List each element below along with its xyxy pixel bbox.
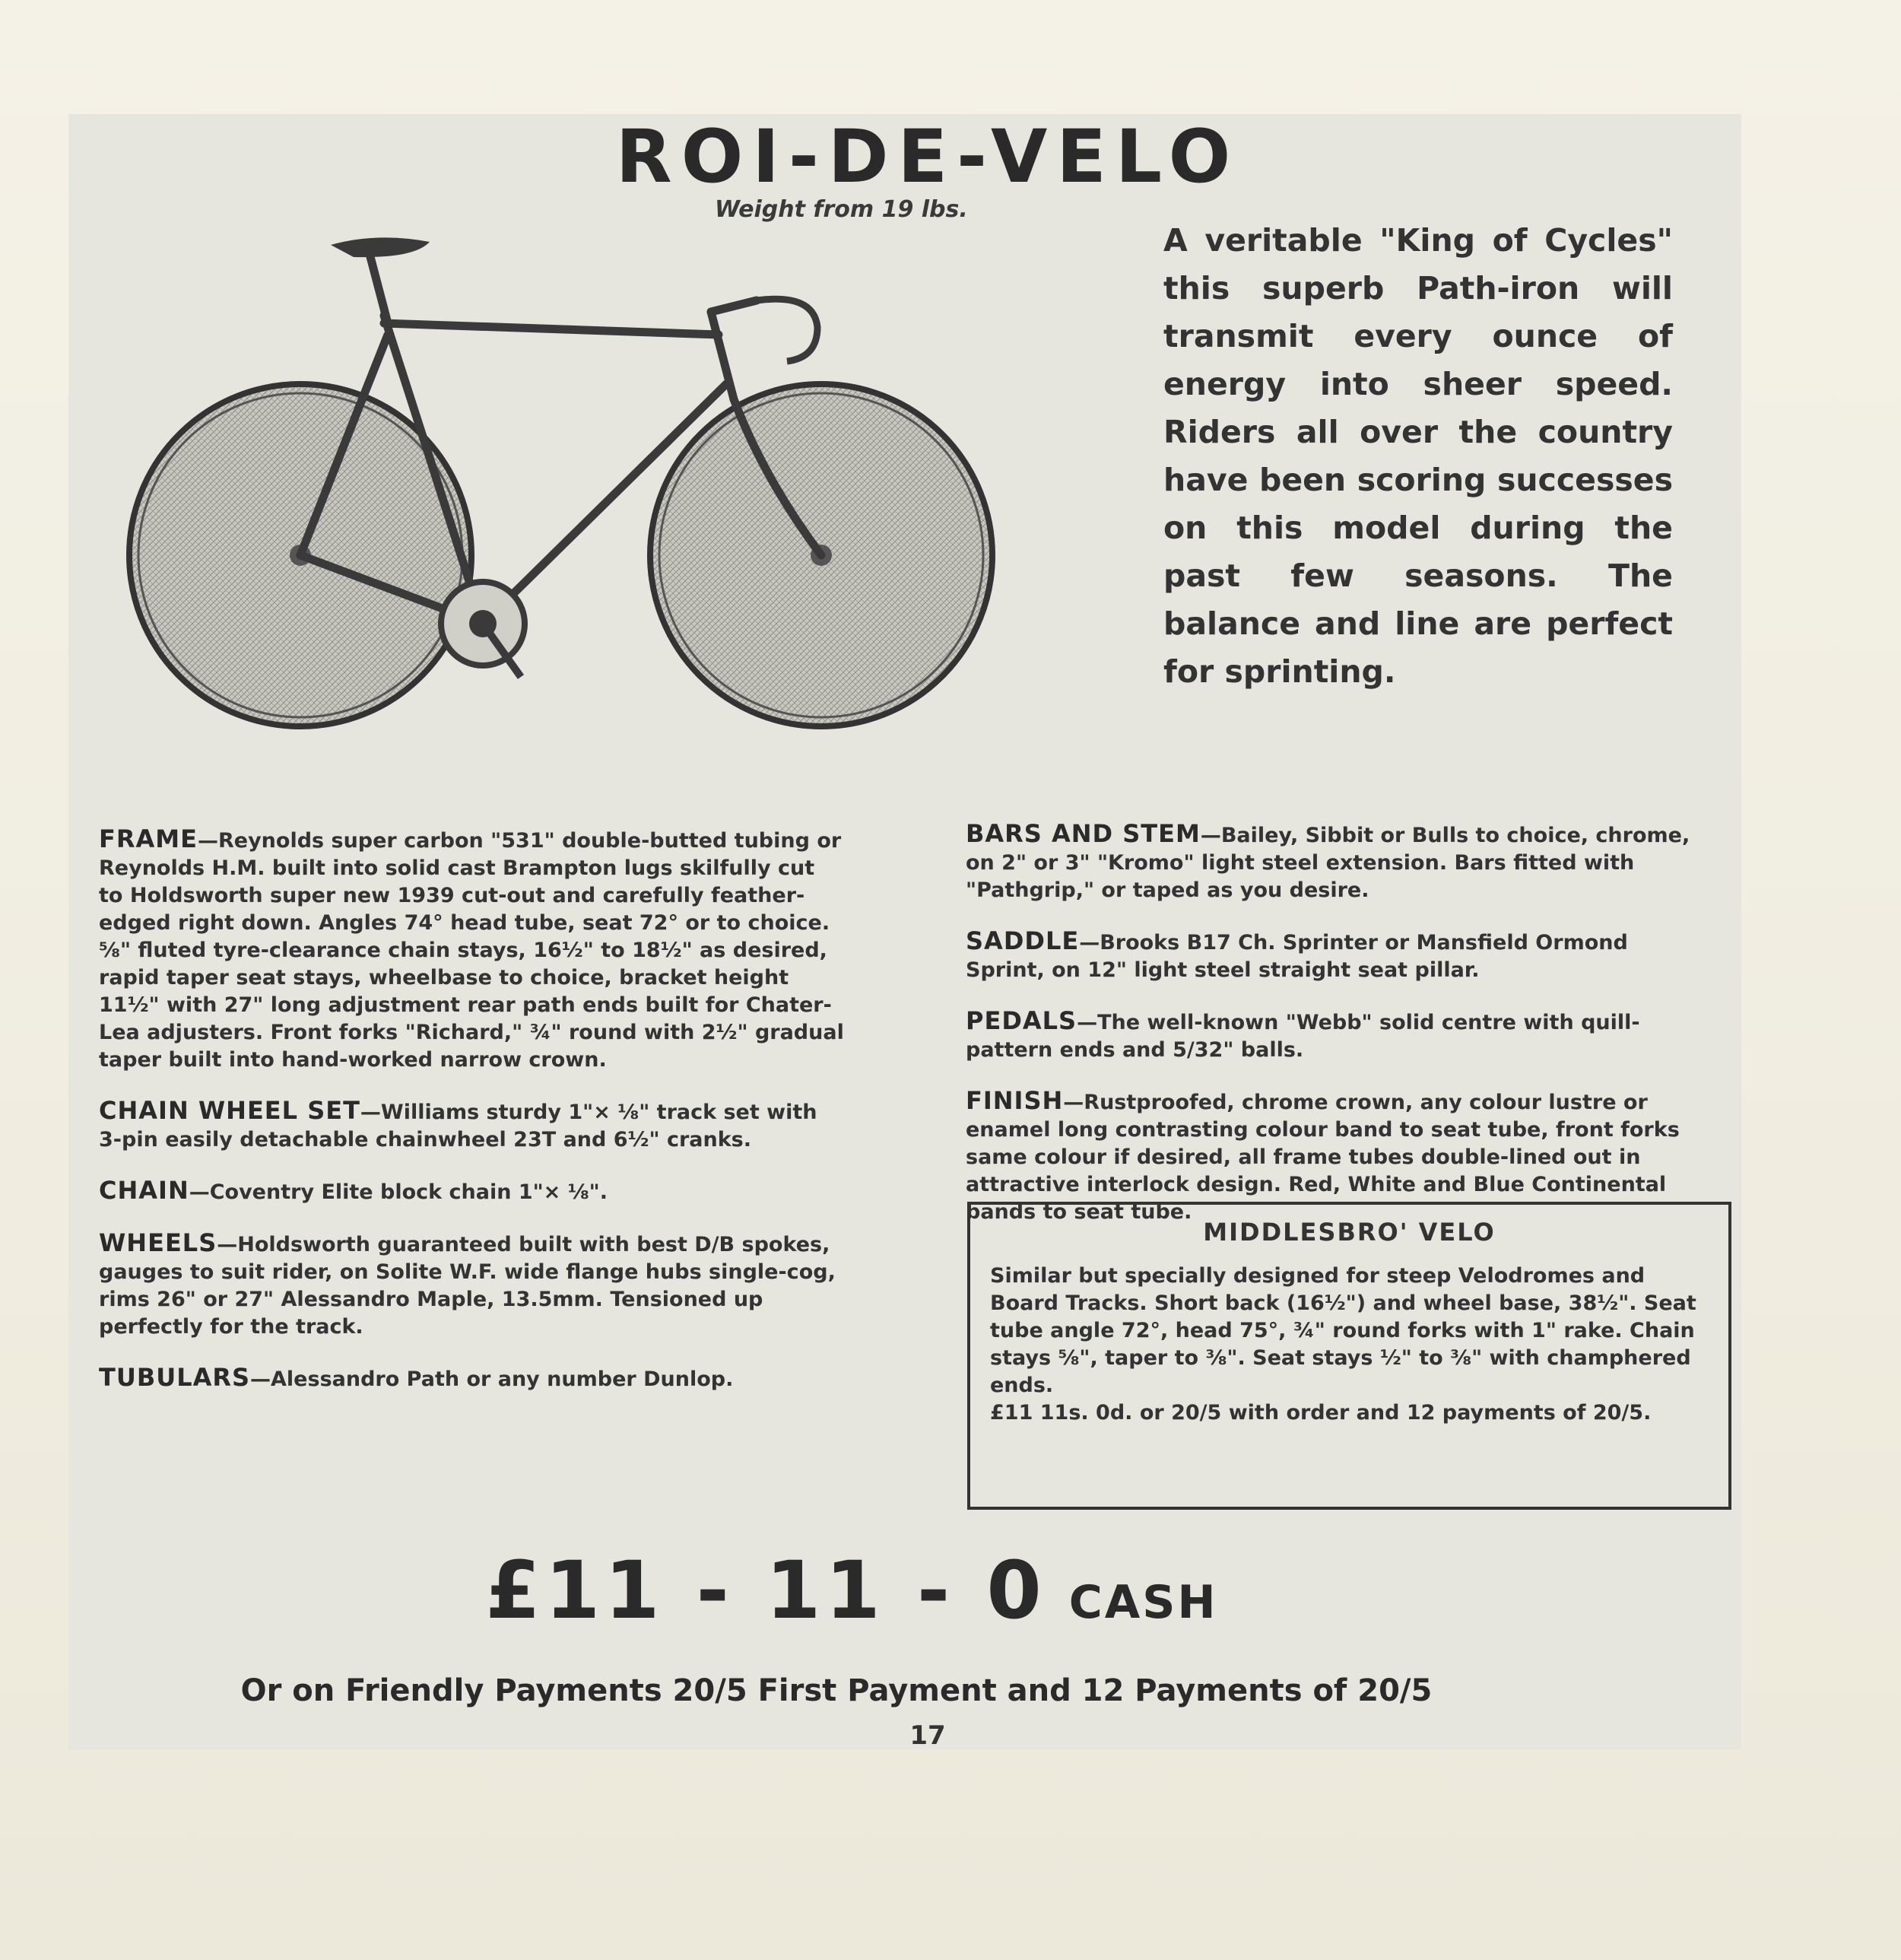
- box-title: MIDDLESBRO' VELO: [1203, 1218, 1496, 1247]
- bicycle-illustration: [125, 228, 1015, 745]
- spec-text: Rustproofed, chrome crown, any colour lustre or enamel long contrasting colour band to seat tube, front forks same colour if desired, all frame tubes double-lined out in attractive interlock design. Red, White and Blue Continental bands to seat tube.: [966, 1091, 1680, 1224]
- spec-label: CHAIN: [99, 1176, 189, 1205]
- spec-column-left: [99, 825, 844, 1416]
- spec-label: BARS AND STEM: [966, 819, 1201, 848]
- page-title: ROI-DE-VELO: [615, 114, 1240, 199]
- spec-column-right: [966, 820, 1696, 1249]
- spec-tubulars: TUBULARS—Alessandro Path or any number Dunlop.: [99, 1363, 734, 1392]
- price-cash-label: CASH: [1068, 1576, 1218, 1629]
- intro-blurb: A veritable "King of Cycles" this superb Path-iron will transmit every ounce of energy into sheer speed. Riders all over the country have been scoring successes on this model during the past few seasons. The balance and line are perfect for sprinting.: [1163, 222, 1673, 690]
- spec-pedals: PEDALS—The well-known "Webb" solid centre with quill-pattern ends and 5/32" balls.: [966, 1006, 1640, 1062]
- spec-text: Coventry Elite block chain 1"× ⅛".: [209, 1180, 608, 1204]
- spec-label: FINISH: [966, 1086, 1064, 1115]
- weight-caption: Weight from 19 lbs.: [715, 196, 968, 223]
- middlesbro-velo-box: [967, 1202, 1731, 1510]
- page-number: 17: [909, 1720, 946, 1751]
- spec-finish: FINISH—Rustproofed, chrome crown, any colour lustre or enamel long contrasting colour band to seat tube, front forks same colour if desired, all frame tubes double-lined out in attractive interlock design. Red, White and Blue Continental bands to seat tube.: [966, 1086, 1680, 1224]
- spec-text: Williams sturdy 1"× ⅛" track set with 3-pin easily detachable chainwheel 23T and 6½" cranks.: [99, 1101, 817, 1152]
- spec-text: Bailey, Sibbit or Bulls to choice, chrome, on 2" or 3" "Kromo" light steel extension. Bars fitted with "Pathgrip," or taped as you desire.: [966, 824, 1690, 902]
- spec-frame: FRAME—Reynolds super carbon "531" double-butted tubing or Reynolds H.M. built into solid cast Brampton lugs skilfully cut to Holdsworth super new 1939 cut-out and carefully feather-edged right down. Angles 74° head tube, seat 72° or to choice. ⅝" fluted tyre-clearance chain stays, 16½" to 18½" as desired, rapid taper seat stays, wheelbase to choice, bracket height 11½" with 27" long adjustment rear path ends built for Chater-Lea adjusters. Front forks "Richard," ¾" round with 2½" gradual taper built into hand-worked narrow crown.: [99, 824, 844, 1072]
- spec-label: PEDALS: [966, 1006, 1077, 1035]
- spec-chain-wheel-set: CHAIN WHEEL SET—Williams sturdy 1"× ⅛" track set with 3-pin easily detachable chainwheel 23T and 6½" cranks.: [99, 1096, 817, 1152]
- spec-label: SADDLE: [966, 926, 1080, 955]
- spec-label: WHEELS: [99, 1228, 217, 1257]
- box-text: Similar but specially designed for steep Velodromes and Board Tracks. Short back (16½") and wheel base, 38½". Seat tube angle 72°, head 75°, ¾" round forks with 1" rake. Chain stays ⅝", taper to ⅜". Seat stays ½" to ⅜" with champhered ends.: [990, 1264, 1696, 1397]
- box-price: £11 11s. 0d. or 20/5 with order and 12 payments of 20/5.: [990, 1401, 1652, 1425]
- spec-label: FRAME: [99, 824, 198, 853]
- cash-price: [0, 1544, 1802, 1637]
- payment-terms: Or on Friendly Payments 20/5 First Payment and 12 Payments of 20/5: [240, 1673, 1433, 1708]
- spec-label: TUBULARS: [99, 1363, 251, 1392]
- spec-text: Brooks B17 Ch. Sprinter or Mansfield Ormond Sprint, on 12" light steel straight seat pillar.: [966, 931, 1628, 982]
- price-amount: £11 - 11 - 0: [485, 1544, 1046, 1637]
- spec-saddle: SADDLE—Brooks B17 Ch. Sprinter or Mansfield Ormond Sprint, on 12" light steel straight seat pillar.: [966, 926, 1628, 982]
- spec-text: Reynolds super carbon "531" double-butted tubing or Reynolds H.M. built into solid cast Brampton lugs skilfully cut to Holdsworth super new 1939 cut-out and carefully feather-edged right down. Angles 74° head tube, seat 72° or to choice. ⅝" fluted tyre-clearance chain stays, 16½" to 18½" as desired, rapid taper seat stays, wheelbase to choice, bracket height 11½" with 27" long adjustment rear path ends built for Chater-Lea adjusters. Front forks "Richard," ¾" round with 2½" gradual taper built into hand-worked narrow crown.: [99, 829, 844, 1072]
- spec-text: Alessandro Path or any number Dunlop.: [271, 1368, 734, 1391]
- spec-bars-and-stem: BARS AND STEM—Bailey, Sibbit or Bulls to choice, chrome, on 2" or 3" "Kromo" light steel extension. Bars fitted with "Pathgrip," or taped as you desire.: [966, 819, 1690, 902]
- spec-label: CHAIN WHEEL SET: [99, 1096, 360, 1125]
- spec-wheels: WHEELS—Holdsworth guaranteed built with best D/B spokes, gauges to suit rider, on Solite W.F. wide flange hubs single-cog, rims 26" or 27" Alessandro Maple, 13.5mm. Tensioned up perfectly for the track.: [99, 1228, 836, 1339]
- spec-text: Holdsworth guaranteed built with best D/B spokes, gauges to suit rider, on Solite W.F. wide flange hubs single-cog, rims 26" or 27" Alessandro Maple, 13.5mm. Tensioned up perfectly for the track.: [99, 1233, 836, 1339]
- spec-chain: CHAIN—Coventry Elite block chain 1"× ⅛".: [99, 1176, 608, 1205]
- spec-text: The well-known "Webb" solid centre with quill-pattern ends and 5/32" balls.: [966, 1011, 1640, 1062]
